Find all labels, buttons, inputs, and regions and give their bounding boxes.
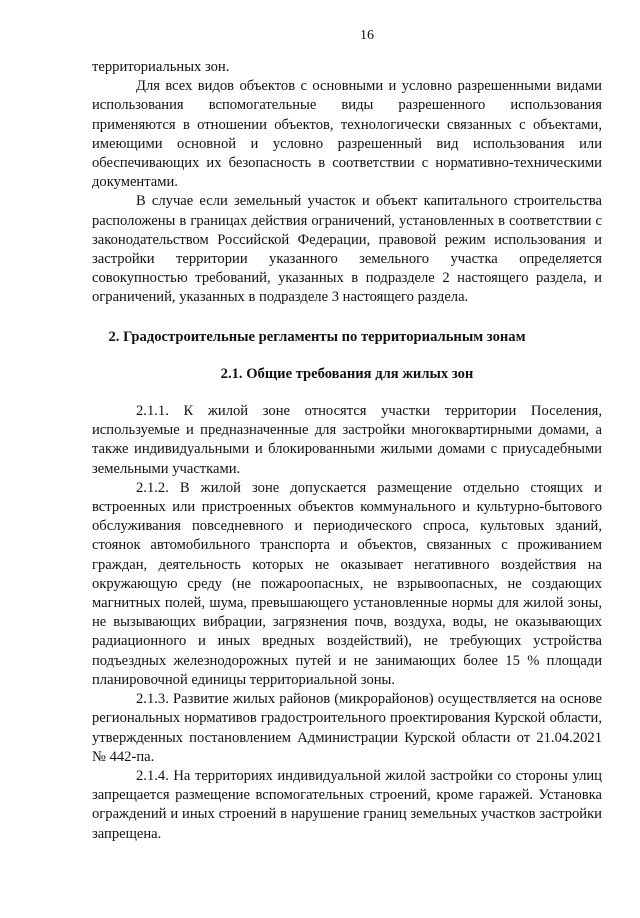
subsection-heading: 2.1. Общие требования для жилых зон — [220, 365, 474, 382]
paragraph-continuation: территориальных зон. — [92, 59, 230, 75]
paragraph-restrictions: В случае если земельный участок и объект капитального строительства расположены в границах действия ограничений, установленных в соответствии с законодательством Российской Федерации, правовой режим использования и застройки территории указанного земельного участка определяется совокупностью требований, указанных в подразделе 2 настоящего раздела, и ограничений, указанных в подразделе 3 настоящего раздела. — [92, 193, 602, 306]
section-heading: 2. Градостроительные регламенты по территориальным зонам — [108, 328, 526, 345]
page-number: 16 — [360, 28, 374, 43]
clause-2-1-1: 2.1.1. К жилой зоне относятся участки территории Поселения, используемые и предназначенные для застройки многоквартирными домами, а также индивидуальными и блокированными жилыми домами с приусадебными земельными участками. — [92, 403, 602, 477]
paragraph-auxiliary-uses: Для всех видов объектов с основными и условно разрешенными видами использования вспомогательные виды разрешенного использования применяются в отношении объектов, технологически связанных с объектами, имеющими основной и условно разрешенный вид использования или обеспечивающих их безопасность в соответствии с нормативно-техническими документами. — [92, 78, 602, 191]
clause-2-1-4: 2.1.4. На территориях индивидуальной жилой застройки со стороны улиц запрещается размещение вспомогательных строений, кроме гаражей. Установка ограждений и иных строений в нарушение границ земельных участков застройки запрещена. — [92, 767, 602, 842]
clause-2-1-3: 2.1.3. Развитие жилых районов (микрорайонов) осуществляется на основе региональных нормативов градостроительного проектирования Курской области, утвержденных постановлением Администрации Курской области от 21.04.2021 № 442-па. — [92, 691, 602, 765]
clause-2-1-2: 2.1.2. В жилой зоне допускается размещение отдельно стоящих и встроенных или пристроенных объектов коммунального и культурно-бытового обслуживания повседневного и периодического спроса, культовых зданий, стоянок автомобильного транспорта и объектов, связанных с проживанием граждан, деятельность которых не оказывает негативного воздействия на окружающую среду (не пожароопасных, не взрывоопасных, не создающих магнитных полей, шума, превышающего установленные нормы для жилой зоны, не вызывающих вибрации, загрязнения почв, воздуха, воды, не оказывающих радиационного и иных вредных воздействий), не требующих устройства подъездных железнодорожных путей и не занимающих более 15 % площади планировочной единицы территориальной зоны. — [92, 479, 602, 688]
